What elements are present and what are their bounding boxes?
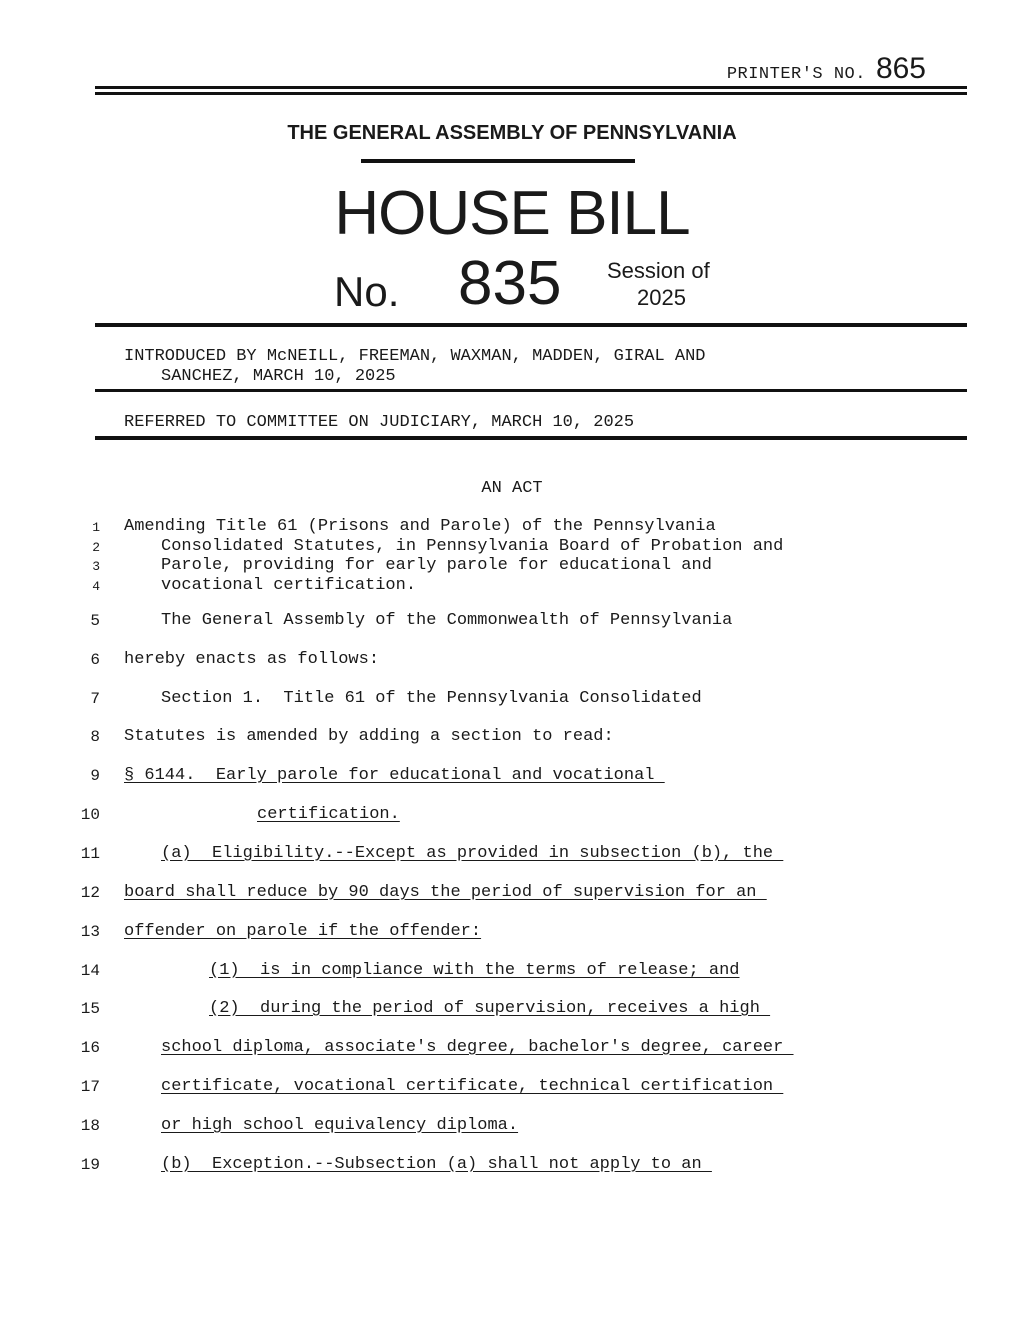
body-line: hereby enacts as follows: bbox=[124, 650, 380, 669]
introduced-by-line1: INTRODUCED BY McNEILL, FREEMAN, WAXMAN, MADDEN, GIRAL AND bbox=[124, 347, 706, 366]
inserted-line: (1) is in compliance with the terms of release; and bbox=[209, 961, 740, 980]
title-line: Parole, providing for early parole for educational and bbox=[161, 556, 712, 575]
title-line: vocational certification. bbox=[161, 576, 417, 595]
printers-number: 865 bbox=[875, 52, 926, 85]
inserted-line: (b) Exception.--Subsection (a) shall not apply to an bbox=[161, 1155, 712, 1174]
line-number: 8 bbox=[90, 728, 100, 746]
line-number: 6 bbox=[90, 651, 100, 669]
line-number: 2 bbox=[92, 540, 100, 555]
inserted-line: school diploma, associate's degree, bachelor's degree, career bbox=[161, 1038, 794, 1057]
line-number: 10 bbox=[80, 806, 100, 824]
title-line: Consolidated Statutes, in Pennsylvania Board of Probation and bbox=[161, 537, 784, 556]
referred-divider bbox=[95, 436, 967, 440]
line-number: 14 bbox=[80, 962, 100, 980]
body-line: The General Assembly of the Commonwealth of Pennsylvania bbox=[161, 611, 733, 630]
title-line: Amending Title 61 (Prisons and Parole) of the Pennsylvania bbox=[124, 517, 716, 536]
inserted-line: (2) during the period of supervision, receives a high bbox=[209, 999, 771, 1018]
line-number: 5 bbox=[90, 612, 100, 630]
line-number: 16 bbox=[80, 1039, 100, 1057]
session-year: 2025 bbox=[637, 285, 686, 310]
line-number: 19 bbox=[80, 1156, 100, 1174]
body-line: Statutes is amended by adding a section to read: bbox=[124, 727, 614, 746]
assembly-title: THE GENERAL ASSEMBLY OF PENNSYLVANIA bbox=[287, 122, 737, 144]
bill-number-label: No. bbox=[334, 268, 400, 315]
bill-number: 835 bbox=[458, 249, 562, 318]
line-number: 4 bbox=[92, 579, 100, 594]
inserted-line: board shall reduce by 90 days the period of supervision for an bbox=[124, 883, 767, 902]
introduced-divider bbox=[95, 389, 967, 392]
line-number: 15 bbox=[80, 1000, 100, 1018]
line-number: 1 bbox=[92, 520, 100, 535]
line-number: 12 bbox=[80, 884, 100, 902]
inserted-line: (a) Eligibility.--Except as provided in subsection (b), the bbox=[161, 844, 784, 863]
line-number: 3 bbox=[92, 559, 100, 574]
section-heading-line: certification. bbox=[257, 805, 400, 824]
line-number: 18 bbox=[80, 1117, 100, 1135]
line-number: 7 bbox=[90, 690, 100, 708]
inserted-line: certificate, vocational certificate, technical certification bbox=[161, 1077, 784, 1096]
bill-divider bbox=[95, 323, 967, 327]
printers-number-block bbox=[727, 52, 926, 86]
line-number: 13 bbox=[80, 923, 100, 941]
header-rule-bottom bbox=[95, 92, 967, 95]
inserted-line: or high school equivalency diploma. bbox=[161, 1116, 519, 1135]
bill-type: HOUSE BILL bbox=[334, 179, 690, 248]
section-heading-line: § 6144. Early parole for educational and vocational bbox=[124, 766, 665, 785]
line-number: 9 bbox=[90, 767, 100, 785]
line-number: 11 bbox=[80, 845, 100, 863]
introduced-by-line2: SANCHEZ, MARCH 10, 2025 bbox=[161, 367, 396, 386]
inserted-line: offender on parole if the offender: bbox=[124, 922, 482, 941]
assembly-divider bbox=[361, 159, 635, 163]
act-heading: AN ACT bbox=[481, 479, 543, 498]
line-number: 17 bbox=[80, 1078, 100, 1096]
referred-to-committee: REFERRED TO COMMITTEE ON JUDICIARY, MARCH 10, 2025 bbox=[124, 413, 635, 432]
body-line: Section 1. Title 61 of the Pennsylvania Consolidated bbox=[161, 689, 702, 708]
session-label: Session of bbox=[607, 258, 710, 283]
header-rule-top bbox=[95, 86, 967, 89]
printers-label: PRINTER'S NO. bbox=[726, 65, 866, 84]
